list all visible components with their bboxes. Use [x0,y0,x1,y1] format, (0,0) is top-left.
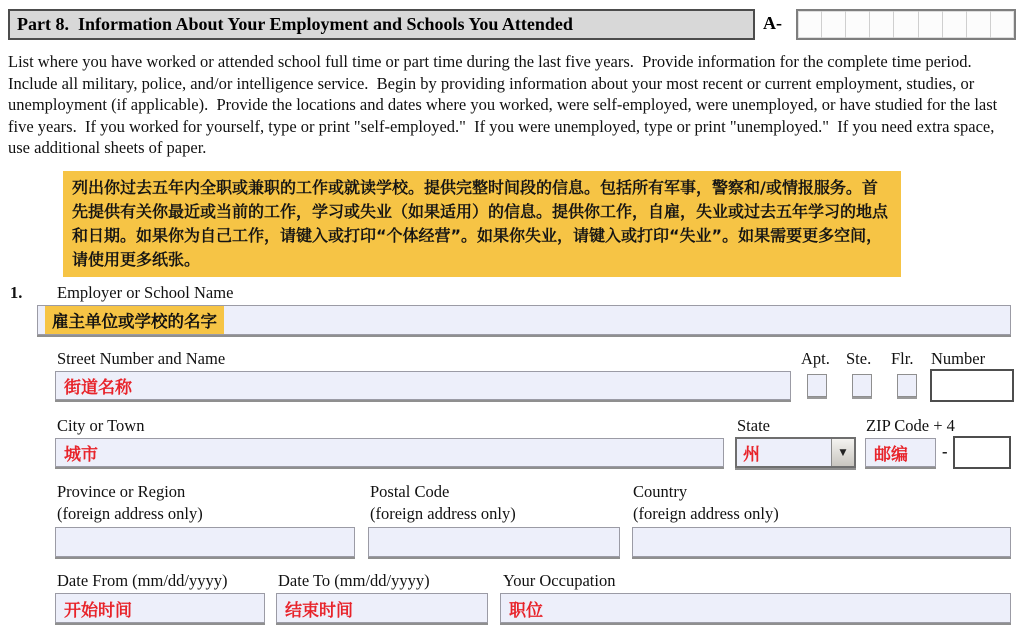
street-label: Street Number and Name [57,349,226,368]
date-to-label: Date To (mm/dd/yyyy) [278,571,430,590]
unit-number-input[interactable] [930,369,1014,402]
zip-separator: - [942,442,948,461]
employer-name-field[interactable] [37,305,1011,335]
employer-name-label: Employer or School Name [57,283,234,302]
a-number-cell[interactable] [991,11,1014,38]
occupation-field[interactable] [500,593,1011,623]
country-label: Country [633,482,688,501]
a-number-cell[interactable] [943,11,967,38]
unit-number-label: Number [931,349,986,368]
instructions-chinese: 列出你过去五年内全职或兼职的工作或就读学校。提供完整时间段的信息。包括所有军事，警察和/或情报服务。首先提供有关你最近或当前的工作，学习或失业（如果适用）的信息。提供你工作，自雇，失业或过去五年学习的地点和日期。如果你为自己工作，请键入或打印“个体经营”。如果你失业，请键入或打印“失业”。如果需要更多空间，请使用更多纸张。 [63,171,901,277]
a-number-box[interactable] [796,9,1016,40]
flr-label: Flr. [891,349,914,368]
province-sublabel: (foreign address only) [57,504,203,523]
date-to-field[interactable] [276,593,488,623]
ste-checkbox[interactable] [852,374,872,397]
part-title: Part 8. Information About Your Employment and Schools You Attended [8,9,755,40]
a-number-cell[interactable] [894,11,918,38]
a-number-cell[interactable] [919,11,943,38]
city-field[interactable] [55,438,724,467]
date-from-field[interactable] [55,593,265,623]
postal-sublabel: (foreign address only) [370,504,516,523]
a-number-cell[interactable] [967,11,991,38]
zip-field[interactable] [865,438,936,467]
occupation-label: Your Occupation [503,571,616,590]
item1-number: 1. [10,283,23,302]
a-number-cell[interactable] [822,11,846,38]
date-from-value: 开始时间 [64,600,132,621]
province-label: Province or Region [57,482,186,501]
instructions-english: List where you have worked or attended school full time or part time during the last five years. Provide information for the complete time period. Include all military, police, and/or intelligence service. Begin by providing information about your most recent or current employment, studies, or unemployment (if applicable). Provide the locations and dates where you worked, were self-employed, were unemployed, or have studied for the last five years. If you worked for yourself, type or print "self-employed." If you were unemployed, type or print "unemployed." If you need extra space, use additional sheets of paper. [8,52,1002,157]
dropdown-arrow-icon[interactable]: ▼ [831,439,854,466]
zip-label: ZIP Code + 4 [866,416,955,435]
apt-label: Apt. [801,349,830,368]
zip-plus4-input[interactable] [953,436,1011,469]
date-to-value: 结束时间 [285,600,353,621]
state-selected-value: 州 [743,445,760,465]
city-value: 城市 [64,445,98,465]
street-value: 街道名称 [64,378,132,398]
postal-field[interactable] [368,527,620,557]
occupation-value: 职位 [509,600,543,621]
street-field[interactable] [55,371,791,400]
a-number-cell[interactable] [798,11,822,38]
a-number-cell[interactable] [846,11,870,38]
country-sublabel: (foreign address only) [633,504,779,523]
state-dropdown[interactable] [735,437,856,468]
a-number-prefix: A- [763,13,782,33]
a-number-cell[interactable] [870,11,894,38]
state-label: State [737,416,770,435]
date-from-label: Date From (mm/dd/yyyy) [57,571,228,590]
flr-checkbox[interactable] [897,374,917,397]
ste-label: Ste. [846,349,872,368]
city-label: City or Town [57,416,145,435]
employer-name-value: 雇主单位或学校的名字 [45,306,224,334]
country-field[interactable] [632,527,1011,557]
province-field[interactable] [55,527,355,557]
apt-checkbox[interactable] [807,374,827,397]
zip-value: 邮编 [874,445,908,465]
postal-label: Postal Code [370,482,450,501]
